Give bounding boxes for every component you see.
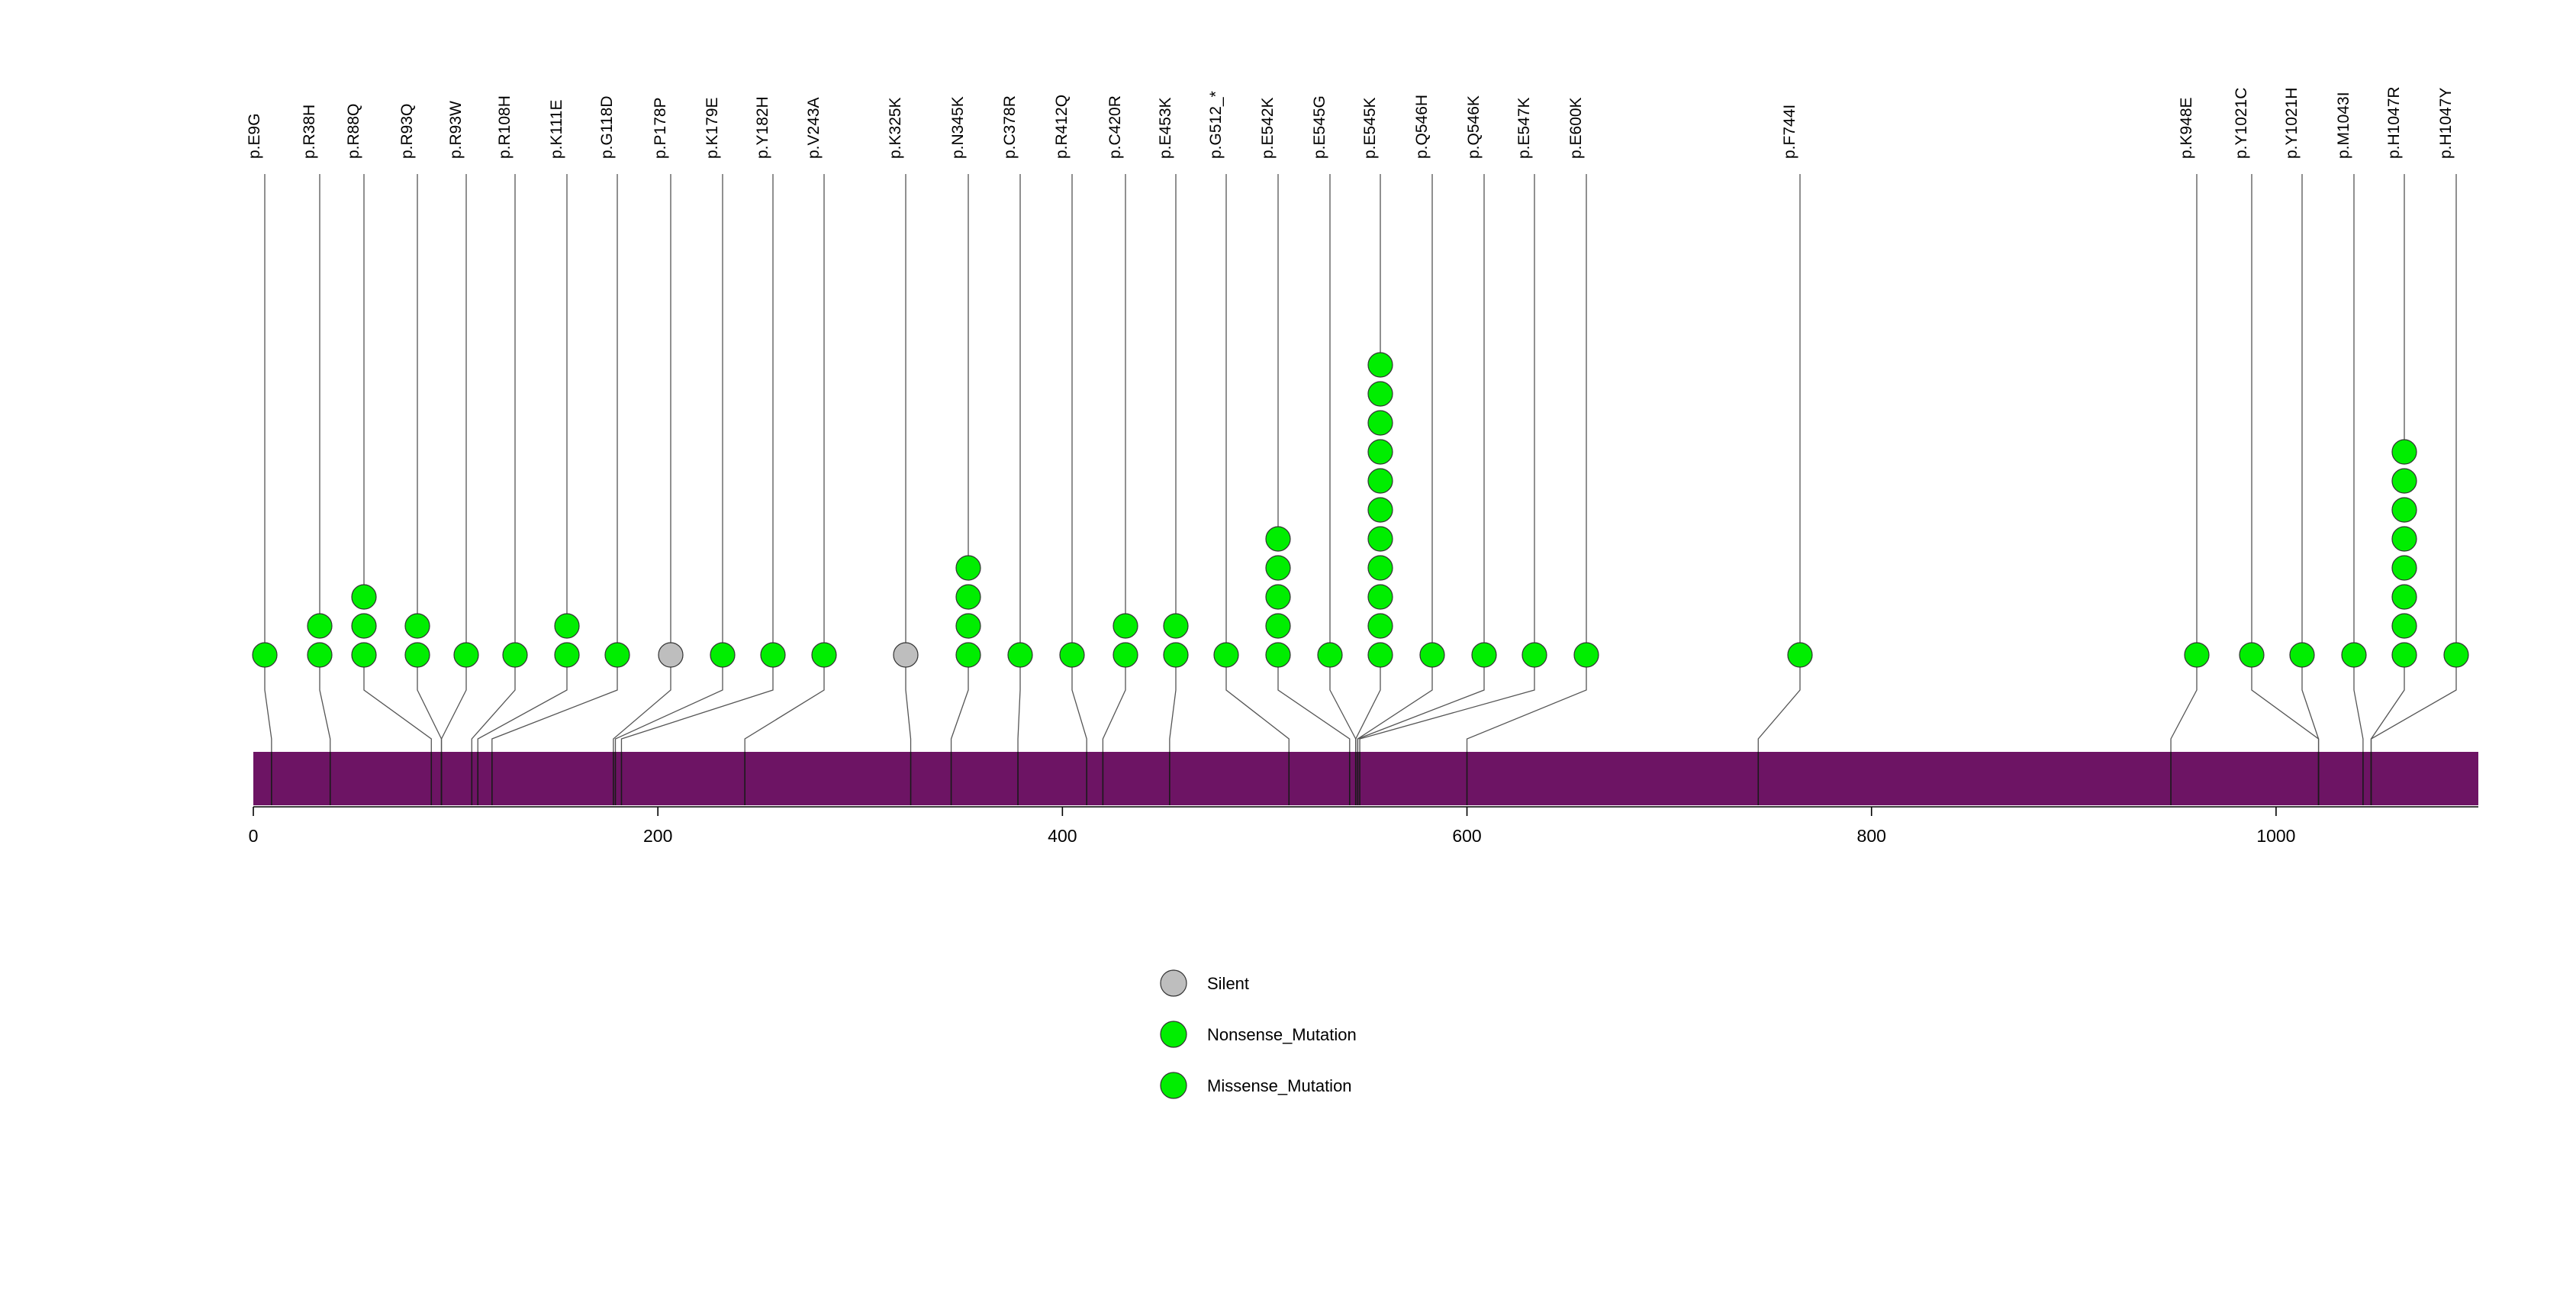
mutation-dot[interactable] (894, 643, 918, 667)
mutation-marker (345, 104, 431, 805)
mutation-dot[interactable] (2290, 643, 2314, 667)
mutation-dot[interactable] (2392, 469, 2417, 493)
mutation-connector (1357, 666, 1484, 752)
mutation-marker (1311, 95, 1356, 805)
mutation-connector (621, 666, 773, 752)
mutation-dot[interactable] (1368, 440, 1393, 464)
mutation-connector (1072, 666, 1087, 752)
mutation-label: p.C420R (1106, 95, 1124, 159)
mutation-dot[interactable] (2444, 643, 2468, 667)
mutation-marker (478, 100, 579, 805)
mutation-label: p.E9G (246, 113, 263, 159)
mutation-dot[interactable] (1368, 643, 1393, 667)
mutation-dot[interactable] (1788, 643, 1812, 667)
mutation-dot[interactable] (1522, 643, 1547, 667)
mutation-connector (1357, 666, 1432, 752)
legend-label: Missense_Mutation (1207, 1076, 1352, 1095)
mutation-connector (2302, 666, 2319, 752)
mutation-label: p.Y1021H (2283, 87, 2301, 159)
mutation-marker (1207, 91, 1289, 805)
mutation-label: p.R93Q (398, 103, 416, 159)
x-axis-tick-label: 1000 (2256, 826, 2296, 846)
mutation-dot[interactable] (1368, 498, 1393, 522)
mutation-connector (2372, 666, 2404, 752)
mutation-dot[interactable] (1368, 527, 1393, 551)
mutation-label: p.R93W (447, 101, 465, 159)
mutation-dot[interactable] (605, 643, 630, 667)
x-axis-tick-label: 800 (1856, 826, 1886, 846)
mutation-dot[interactable] (1368, 469, 1393, 493)
mutation-label: p.R38H (301, 104, 318, 159)
legend-swatch (1161, 970, 1187, 996)
mutation-marker (442, 101, 478, 805)
mutation-dot[interactable] (1368, 353, 1393, 377)
mutation-connector (417, 666, 442, 752)
mutation-dot[interactable] (1113, 614, 1138, 638)
mutation-dot[interactable] (555, 614, 579, 638)
mutation-marker (2283, 88, 2319, 805)
mutation-connector (492, 666, 617, 752)
mutation-dot[interactable] (308, 643, 332, 667)
mutation-dot[interactable] (555, 643, 579, 667)
mutation-marker (492, 96, 630, 806)
mutation-marker (1103, 95, 1138, 805)
mutation-marker (1467, 97, 1599, 805)
mutation-label: p.R108H (496, 95, 514, 159)
mutation-dot[interactable] (1368, 411, 1393, 435)
mutation-dot[interactable] (812, 643, 836, 667)
mutation-connector (1018, 666, 1020, 752)
mutation-label: p.F744I (1781, 104, 1798, 159)
mutation-label: p.Y1021C (2233, 87, 2250, 159)
mutation-label: p.H1047R (2385, 86, 2403, 159)
mutation-connector (2354, 666, 2363, 752)
mutation-connector (265, 666, 272, 752)
mutation-dot[interactable] (454, 643, 478, 667)
mutation-label: p.E453K (1157, 97, 1174, 159)
mutation-dot[interactable] (503, 643, 527, 667)
x-axis-tick-label: 200 (642, 826, 673, 846)
mutation-label: p.Y182H (754, 96, 771, 159)
mutation-marker (2372, 86, 2417, 805)
mutation-label: p.E600K (1567, 97, 1585, 159)
mutation-label: p.C378R (1001, 95, 1019, 159)
mutation-dot[interactable] (1420, 643, 1444, 667)
mutation-label: p.K111E (548, 99, 565, 159)
mutation-dot[interactable] (2392, 556, 2417, 580)
mutation-dot[interactable] (1368, 382, 1393, 406)
x-axis-tick-label: 400 (1048, 826, 1077, 846)
mutation-marker (2335, 92, 2366, 805)
mutation-marker (2171, 97, 2209, 805)
mutation-dot[interactable] (1266, 527, 1290, 551)
mutation-marker (1758, 105, 1812, 805)
mutation-dot[interactable] (956, 585, 980, 609)
mutation-marker (1157, 97, 1188, 805)
mutation-label: p.K179E (704, 97, 721, 159)
mutation-connector (364, 666, 431, 752)
mutation-dot[interactable] (352, 614, 376, 638)
mutation-marker (887, 97, 918, 805)
mutation-connector (2372, 666, 2456, 752)
mutation-dot[interactable] (405, 614, 430, 638)
mutation-dot[interactable] (1214, 643, 1238, 667)
mutation-marker (2233, 88, 2319, 805)
mutation-label: p.N345K (949, 96, 967, 159)
mutation-dot[interactable] (1368, 556, 1393, 580)
mutation-dot[interactable] (1266, 556, 1290, 580)
mutation-dot[interactable] (710, 643, 735, 667)
mutation-dot[interactable] (2392, 614, 2417, 638)
mutation-connector (1170, 666, 1176, 752)
mutation-dot[interactable] (1060, 643, 1084, 667)
x-axis-tick-label: 600 (1452, 826, 1482, 846)
mutation-dot[interactable] (308, 614, 332, 638)
mutation-marker (1001, 95, 1032, 805)
mutation-dot[interactable] (2185, 643, 2209, 667)
mutation-connector (442, 666, 466, 752)
mutation-connector (478, 666, 567, 752)
mutation-label: p.R412Q (1053, 94, 1071, 159)
mutation-label: p.P178P (652, 97, 669, 159)
mutation-connector (1103, 666, 1125, 752)
mutation-label: p.M1043I (2335, 92, 2352, 159)
legend-label: Silent (1207, 974, 1250, 993)
mutation-dot[interactable] (1113, 643, 1138, 667)
mutation-dot[interactable] (1266, 614, 1290, 638)
mutation-connector (1758, 666, 1800, 752)
legend-swatch (1161, 1072, 1187, 1098)
mutation-label: p.Q546H (1413, 94, 1431, 159)
mutation-dot[interactable] (1472, 643, 1496, 667)
mutation-marker (398, 104, 442, 805)
mutation-label: p.E542K (1259, 97, 1277, 159)
mutation-label: p.E545G (1311, 95, 1328, 159)
mutation-connector (320, 666, 330, 752)
mutation-marker (1259, 97, 1350, 805)
mutation-label: p.E547K (1515, 97, 1533, 159)
mutation-marker (246, 113, 277, 805)
mutation-dot[interactable] (2392, 527, 2417, 551)
mutation-dot[interactable] (1164, 643, 1188, 667)
mutation-label: p.K948E (2178, 97, 2195, 159)
mutation-marker (616, 97, 735, 805)
mutation-label: p.H1047Y (2437, 87, 2455, 159)
mutation-label: p.Q546K (1465, 95, 1483, 159)
mutation-marker (949, 96, 980, 805)
mutation-marker (2372, 88, 2468, 805)
mutation-dot[interactable] (352, 585, 376, 609)
mutation-connector (906, 666, 911, 752)
mutation-dot[interactable] (1318, 643, 1342, 667)
mutation-dot[interactable] (956, 643, 980, 667)
mutation-connector (952, 666, 968, 752)
mutation-marker (745, 97, 836, 805)
mutation-connector (1226, 666, 1289, 752)
mutation-dot[interactable] (1008, 643, 1032, 667)
mutation-label: p.R88Q (345, 103, 362, 159)
mutation-dot[interactable] (2392, 440, 2417, 464)
mutation-dot[interactable] (2240, 643, 2264, 667)
mutation-dot[interactable] (253, 643, 277, 667)
mutation-label: p.E545K (1361, 97, 1379, 159)
mutation-dot[interactable] (2392, 585, 2417, 609)
mutation-dot[interactable] (1164, 614, 1188, 638)
mutation-connector (1360, 666, 1534, 752)
mutation-marker (1356, 97, 1393, 805)
mutation-dot[interactable] (1266, 585, 1290, 609)
mutation-connector (2171, 666, 2197, 752)
mutation-dot[interactable] (405, 643, 430, 667)
mutation-connector (616, 666, 723, 752)
mutation-marker (613, 97, 683, 805)
mutation-dot[interactable] (1368, 585, 1393, 609)
mutation-dot[interactable] (2392, 498, 2417, 522)
mutation-dot[interactable] (1368, 614, 1393, 638)
mutation-connector (1467, 666, 1586, 752)
x-axis-tick-label: 0 (248, 826, 259, 846)
mutation-label: p.G118D (598, 95, 616, 159)
mutation-label: p.V243A (805, 97, 823, 159)
mutation-dot[interactable] (1266, 643, 1290, 667)
mutation-dot[interactable] (2342, 643, 2366, 667)
mutation-dot[interactable] (761, 643, 785, 667)
mutation-marker (301, 105, 332, 805)
mutation-label: p.G512_* (1207, 91, 1225, 159)
mutation-dot[interactable] (956, 556, 980, 580)
mutation-dot[interactable] (1574, 643, 1599, 667)
mutation-marker (472, 95, 527, 805)
mutation-connector (745, 666, 824, 752)
mutation-connector (1330, 666, 1356, 752)
mutation-label: p.K325K (887, 97, 904, 159)
mutation-dot[interactable] (658, 643, 683, 667)
protein-domain-bar (253, 752, 2478, 805)
mutation-dot[interactable] (2392, 643, 2417, 667)
legend-label: Nonsense_Mutation (1207, 1025, 1357, 1044)
mutation-dot[interactable] (956, 614, 980, 638)
legend-swatch (1161, 1021, 1187, 1047)
mutation-dot[interactable] (352, 643, 376, 667)
mutation-marker (1053, 95, 1087, 805)
